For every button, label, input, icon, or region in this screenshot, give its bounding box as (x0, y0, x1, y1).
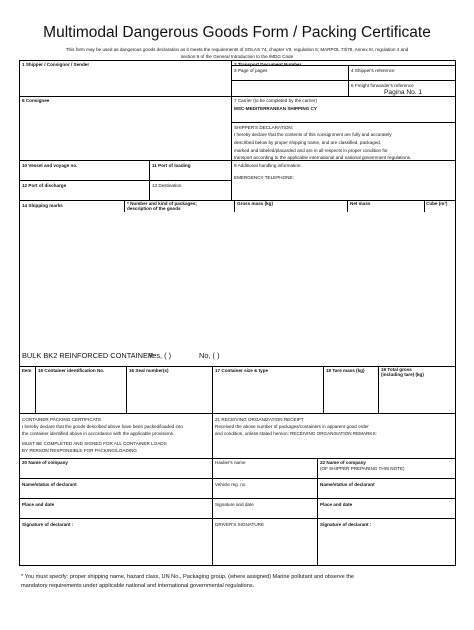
footnote-line-2: mandatory requirements under applicable national and international governmental regulations. (21, 583, 255, 589)
footnote-line-1: * You must specify: proper shipping name, hazard class, UN No., Packaging group, (where assigned) Marine pollutant and observe the (21, 574, 355, 580)
vehicle-reg-label: Vehicle reg. no (215, 482, 246, 487)
cube-label: Cube (m³) (426, 201, 448, 206)
shipper-declaration-title: SHIPPER'S DECLARATION: (234, 125, 293, 130)
packages-label-line-2: description of the goods (127, 206, 181, 211)
destination-label: 13 Destination (152, 183, 182, 188)
consignee-label: 6 Consignee (22, 98, 50, 103)
additional-handling-label: 9 Additional handling information: (234, 163, 302, 168)
shipper-declaration-line: transport according to the applicable international and national government regulations. (234, 155, 412, 160)
net-mass-label: Net mass (350, 201, 371, 206)
page-of-pages-label: 3 Page of pages (234, 68, 268, 73)
packing-certificate-line: I hereby declare that the goods described above have been packed/loaded into (22, 424, 183, 429)
total-gross-label-line-2: (including tare) (kg) (381, 372, 424, 377)
receiving-organization-line: Received the above number of packages/containers in apparent good order (215, 424, 369, 429)
form-title: Multimodal Dangerous Goods Form / Packing Certificate (43, 24, 431, 41)
shipper-label: 1 Shipper / Consignor / Sender (22, 62, 90, 67)
packing-certificate-line: the container identified above in accordance with the applicable provisions. (22, 431, 175, 436)
item-label: Item (22, 368, 32, 373)
signature-date-label: Signature and date (215, 502, 254, 507)
shipper-reference-label: 4 Shipper's reference (351, 68, 395, 73)
company-name-label: 22 Name of company (320, 460, 366, 465)
shipper-declaration-line: marked and labeled/placarded and are in all respects in proper condition for (234, 148, 388, 153)
total-gross-label-line-1: 19 Total gross (381, 367, 412, 372)
shipping-marks-label: 14 Shipping marks (22, 203, 63, 208)
container-size-label: 17 Container size & type (215, 368, 269, 373)
shipper-declaration-line: described below by proper shipping name, and are classified, packaged, (234, 140, 382, 145)
bulk-container-text: BULK BK2 REINFORCED CONTAINER (22, 351, 154, 360)
company-name-label: 20 Name of company (22, 460, 68, 465)
place-date-label: Place and date (22, 502, 55, 507)
carrier-value: MSC-MEDITERRANEAN SHIPPING CY (234, 106, 317, 111)
seal-numbers-label: 16 Seal number(s) (129, 368, 169, 373)
packing-certificate-title: CONTAINER PACKING CERTIFICATE (22, 417, 102, 422)
emergency-telephone-label: EMERGENCY TELEPHONE: (234, 175, 294, 180)
pagina-number: Pagina No. 1 (384, 89, 423, 96)
gross-mass-label: Gross mass (kg) (237, 201, 273, 206)
intro-line-1: This form may be used as dangerous goods declaration as it meets the requirements of SOLAS 74, chapter VII, regulation 5; MARPOL 73/78, Annex III, regulation 4 and (65, 47, 409, 52)
packing-certificate-line: MUST BE COMPLETED AND SIGNED FOR ALL CONTAINER LOADS (22, 441, 167, 446)
freight-forwarder-reference-label: 5 Freight forwarder's reference (351, 83, 414, 88)
shipper-declaration-line: I hereby declare that the contents of this consignment are fully and accurately (234, 132, 392, 137)
signature-declarant-label: Signature of declarant : (22, 522, 74, 527)
no-checkbox[interactable]: No, ( ) (199, 351, 220, 360)
carrier-label: 7 Carrier (to be completed by the carrier) (234, 98, 317, 103)
port-of-discharge-label: 12 Port of discharge (22, 183, 67, 188)
drivers-signature-label: DRIVER'S SIGNATURE (215, 522, 265, 527)
declarant-status-label: Name/status of declarant (22, 482, 77, 487)
receiving-organization-line: and condition, unless stated hereon: RECEIVING ORGANISATION REMARKS: (215, 431, 377, 436)
container-id-label: 15 Container identification No. (38, 368, 105, 373)
receiving-organization-title: 21 RECEIVING ORGANIZATION RECEIPT (215, 417, 304, 422)
intro-line-2: section 9 of the General Introduction to the IMDG Code (180, 54, 294, 59)
company-name-sublabel: (OF SHIPPER PREPARING THIS NOTE) (320, 466, 405, 471)
signature-declarant-label: Signature of declarant : (320, 522, 372, 527)
vessel-voyage-label: 10 Vessel and voyage no. (22, 163, 78, 168)
port-of-loading-label: 11 Port of loading (152, 163, 191, 168)
declarant-status-label: Name/status of declarant (320, 482, 375, 487)
yes-checkbox[interactable]: Yes, ( ) (148, 351, 172, 360)
packing-certificate-line: BY PERSON RESPONSIBLE FOR PACKING/LOADING (22, 448, 137, 453)
tare-mass-label: 18 Tare mass (kg) (326, 368, 365, 373)
hauliers-name-label: Haulier's name (215, 460, 246, 465)
packages-label-line-1: * Number and kind of packages; (127, 201, 197, 206)
place-date-label: Place and date (320, 502, 353, 507)
transport-document-label: 2 Transport Document Number (234, 62, 302, 67)
